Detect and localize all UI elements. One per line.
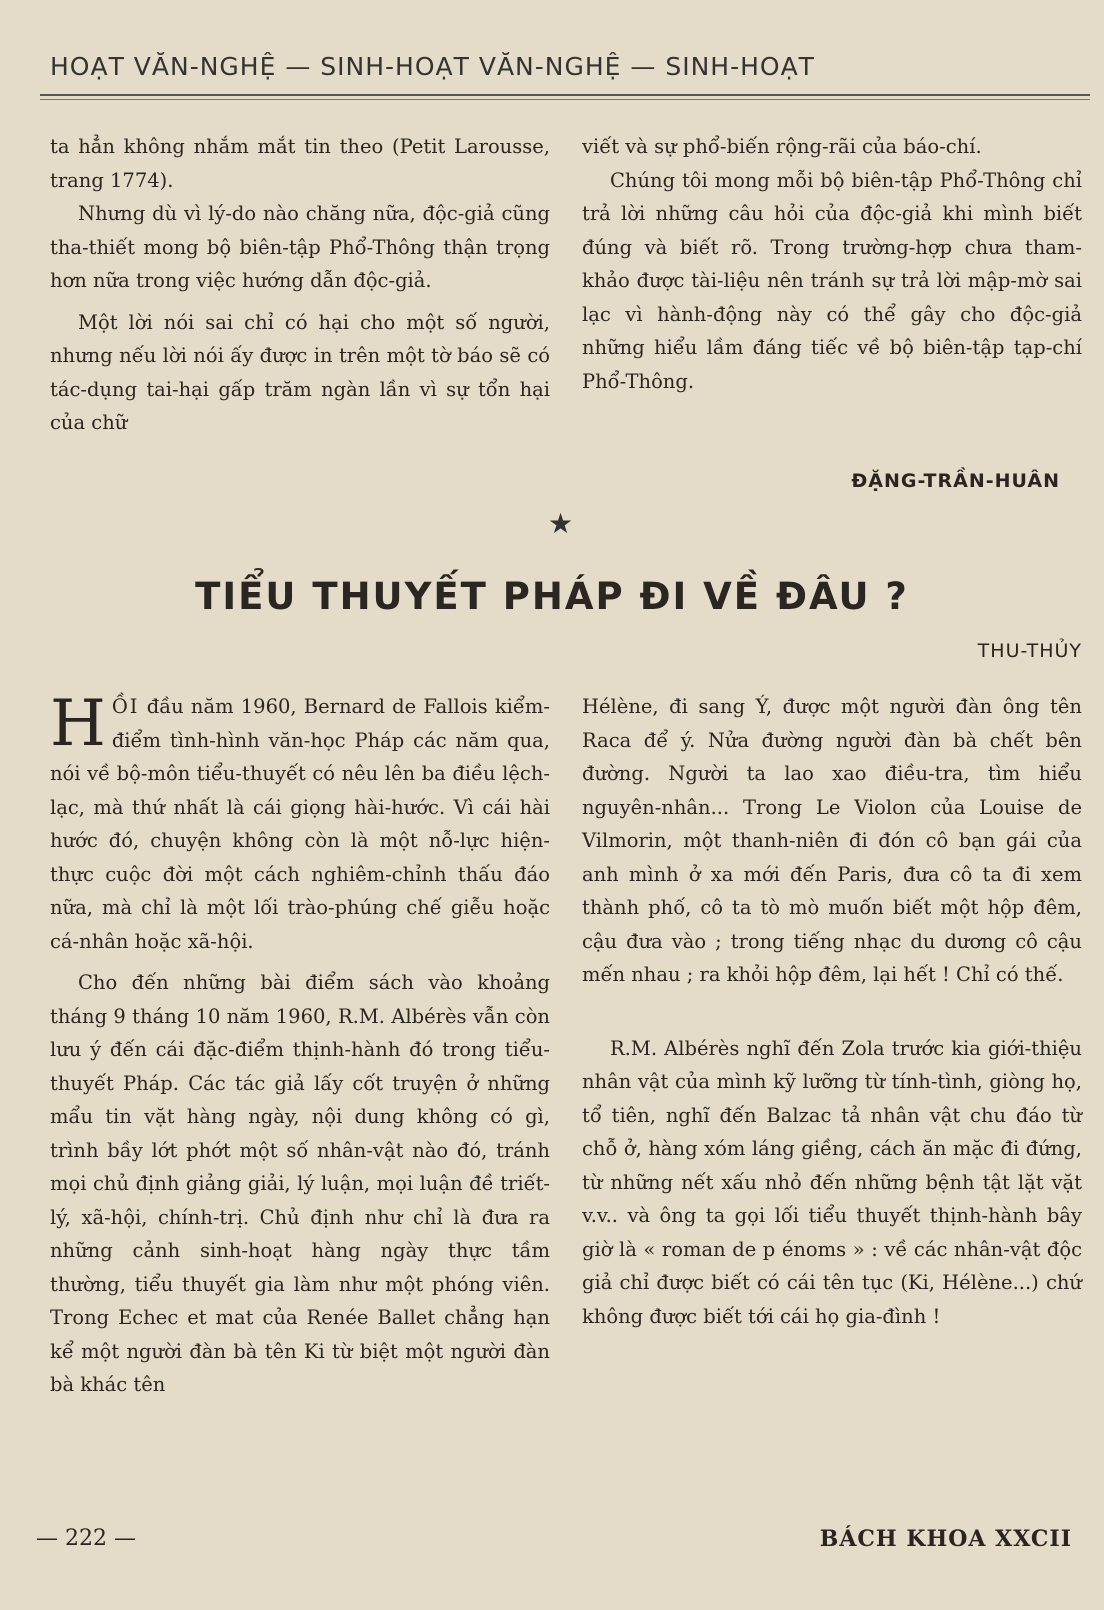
article-title: TIỂU THUYẾT PHÁP ĐI VỀ ĐÂU ? [195,575,909,618]
paragraph: Một lời nói sai chỉ có hại cho một số người, nhưng nếu lời nói ấy được in trên một tờ báo sẽ có tác-dụng tai-hại gấp trăm ngàn lần vì sự tổn hại của chữ [50,310,550,434]
page-number: — 222 — [36,1526,136,1551]
previous-article-signature: ĐẶNG-TRẦN-HUÂN [851,470,1060,492]
previous-article-right-column [582,130,1082,398]
previous-article-left-column [50,130,550,440]
article-author: THU-THỦY [977,640,1082,662]
running-header: HOẠT VĂN-NGHỆ — SINH-HOẠT VĂN-NGHỆ — SINH-HOẠT [50,52,815,81]
paragraph [50,687,550,958]
article-left-column [50,687,550,1402]
star-separator-icon: ★ [548,507,574,540]
paragraph: Cho đến những bài điểm sách vào khoảng tháng 9 tháng 10 năm 1960, R.M. Albérès vẫn còn lưu ý đến cái đặc-điểm thịnh-hành đó trong tiểu-thuyết Pháp. Các tác giả lấy cốt truyện ở những mẩu tin vặt hàng ngày, nội dung không có gì, trình bầy lớt phớt một số nhân-vật nào đó, tránh mọi chủ định giảng giải, lý luận, mọi luận đề triết-lý, xã-hội, chính-trị. Chủ định như chỉ là đưa ra những cảnh sinh-hoạt hàng ngày thực tầm thường, tiểu thuyết gia làm như một phóng viên. Trong Echec et mat của Renée Ballet chẳng hạn kể một người đàn bà tên Ki từ biệt một người đàn bà khác tên [50,971,550,1396]
header-rule [40,94,1090,96]
paragraph: R.M. Albérès nghĩ đến Zola trước kia giới-thiệu nhân vật của mình kỹ lưỡng từ tính-tình, giòng họ, tổ tiên, nghĩ đến Balzac tả nhân vật chu đáo từ chỗ ở, hàng xóm láng giềng, cách ăn mặc đi đứng, từ những nết xấu nhỏ đến những bệnh tật lặt vặt v.v.. và ông ta gọi lối tiểu thuyết thịnh-hành bây giờ là « roman de p énoms » : về các nhân-vật độc giả chỉ được biết có cái tên tục (Ki, Hélène...) chứ không được biết tới cái họ gia-đình ! [582,1036,1082,1328]
header-rule-secondary [40,99,1090,100]
paragraph: viết và sự phổ-biến rộng-rãi của báo-chí. [582,135,982,158]
paragraph: Hélène, đi sang Ý, được một người đàn ông tên Raca để ý. Nửa đường người đàn bà chết bên đường. Người ta lao xao điều-tra, tìm hiểu nguyên-nhân... Trong Le Violon của Louise de Vilmorin, một thanh-niên đi đón cô bạn gái của anh mình ở xa mới đến Paris, đưa cô ta đi xem thành phố, cô ta tò mò muốn biết một hộp đêm, cậu đưa vào ; trong tiếng nhạc du dương cô cậu mến nhau ; ra khỏi hộp đêm, lại hết ! Chỉ có thế. [582,695,1082,986]
paragraph: ta hẳn không nhắm mắt tin theo (Petit Larousse, trang 1774). [50,135,550,192]
paragraph-text: đầu năm 1960, Bernard de Fallois kiểm-điểm tình-hình văn-học Pháp các năm qua, nói về bộ-môn tiểu-thuyết có nêu lên ba điều lệch-lạc, mà thứ nhất là cái giọng hài-hước. Vì cái hài hước đó, chuyện không còn là một nỗ-lực hiện-thực cuộc đời một cách nghiêm-chỉnh thấu đáo nữa, mà chỉ là một lối trào-phúng chế giễu hoặc cá-nhân hoặc xã-hội. [50,695,550,953]
paragraph: Chúng tôi mong mỗi bộ biên-tập Phổ-Thông chỉ trả lời những câu hỏi của độc-giả khi mình biết đúng và biết rõ. Trong trường-hợp chưa tham-khảo được tài-liệu nên tránh sự trả lời mập-mờ sai lạc vì hành-động này có thể gây cho độc-giả những hiểu lầm đáng tiếc về bộ biên-tập tạp-chí Phổ-Thông. [582,168,1082,393]
dropcap: H [50,687,106,761]
paragraph: Nhưng dù vì lý-do nào chăng nữa, độc-giả cũng tha-thiết mong bộ biên-tập Phổ-Thông thận trọng hơn nữa trong việc hướng dẫn độc-giả. [50,202,550,292]
publication-name: BÁCH KHOA XXCII [819,1526,1072,1552]
article-right-column [582,690,1082,1333]
lead-word: ỒI [111,695,140,718]
